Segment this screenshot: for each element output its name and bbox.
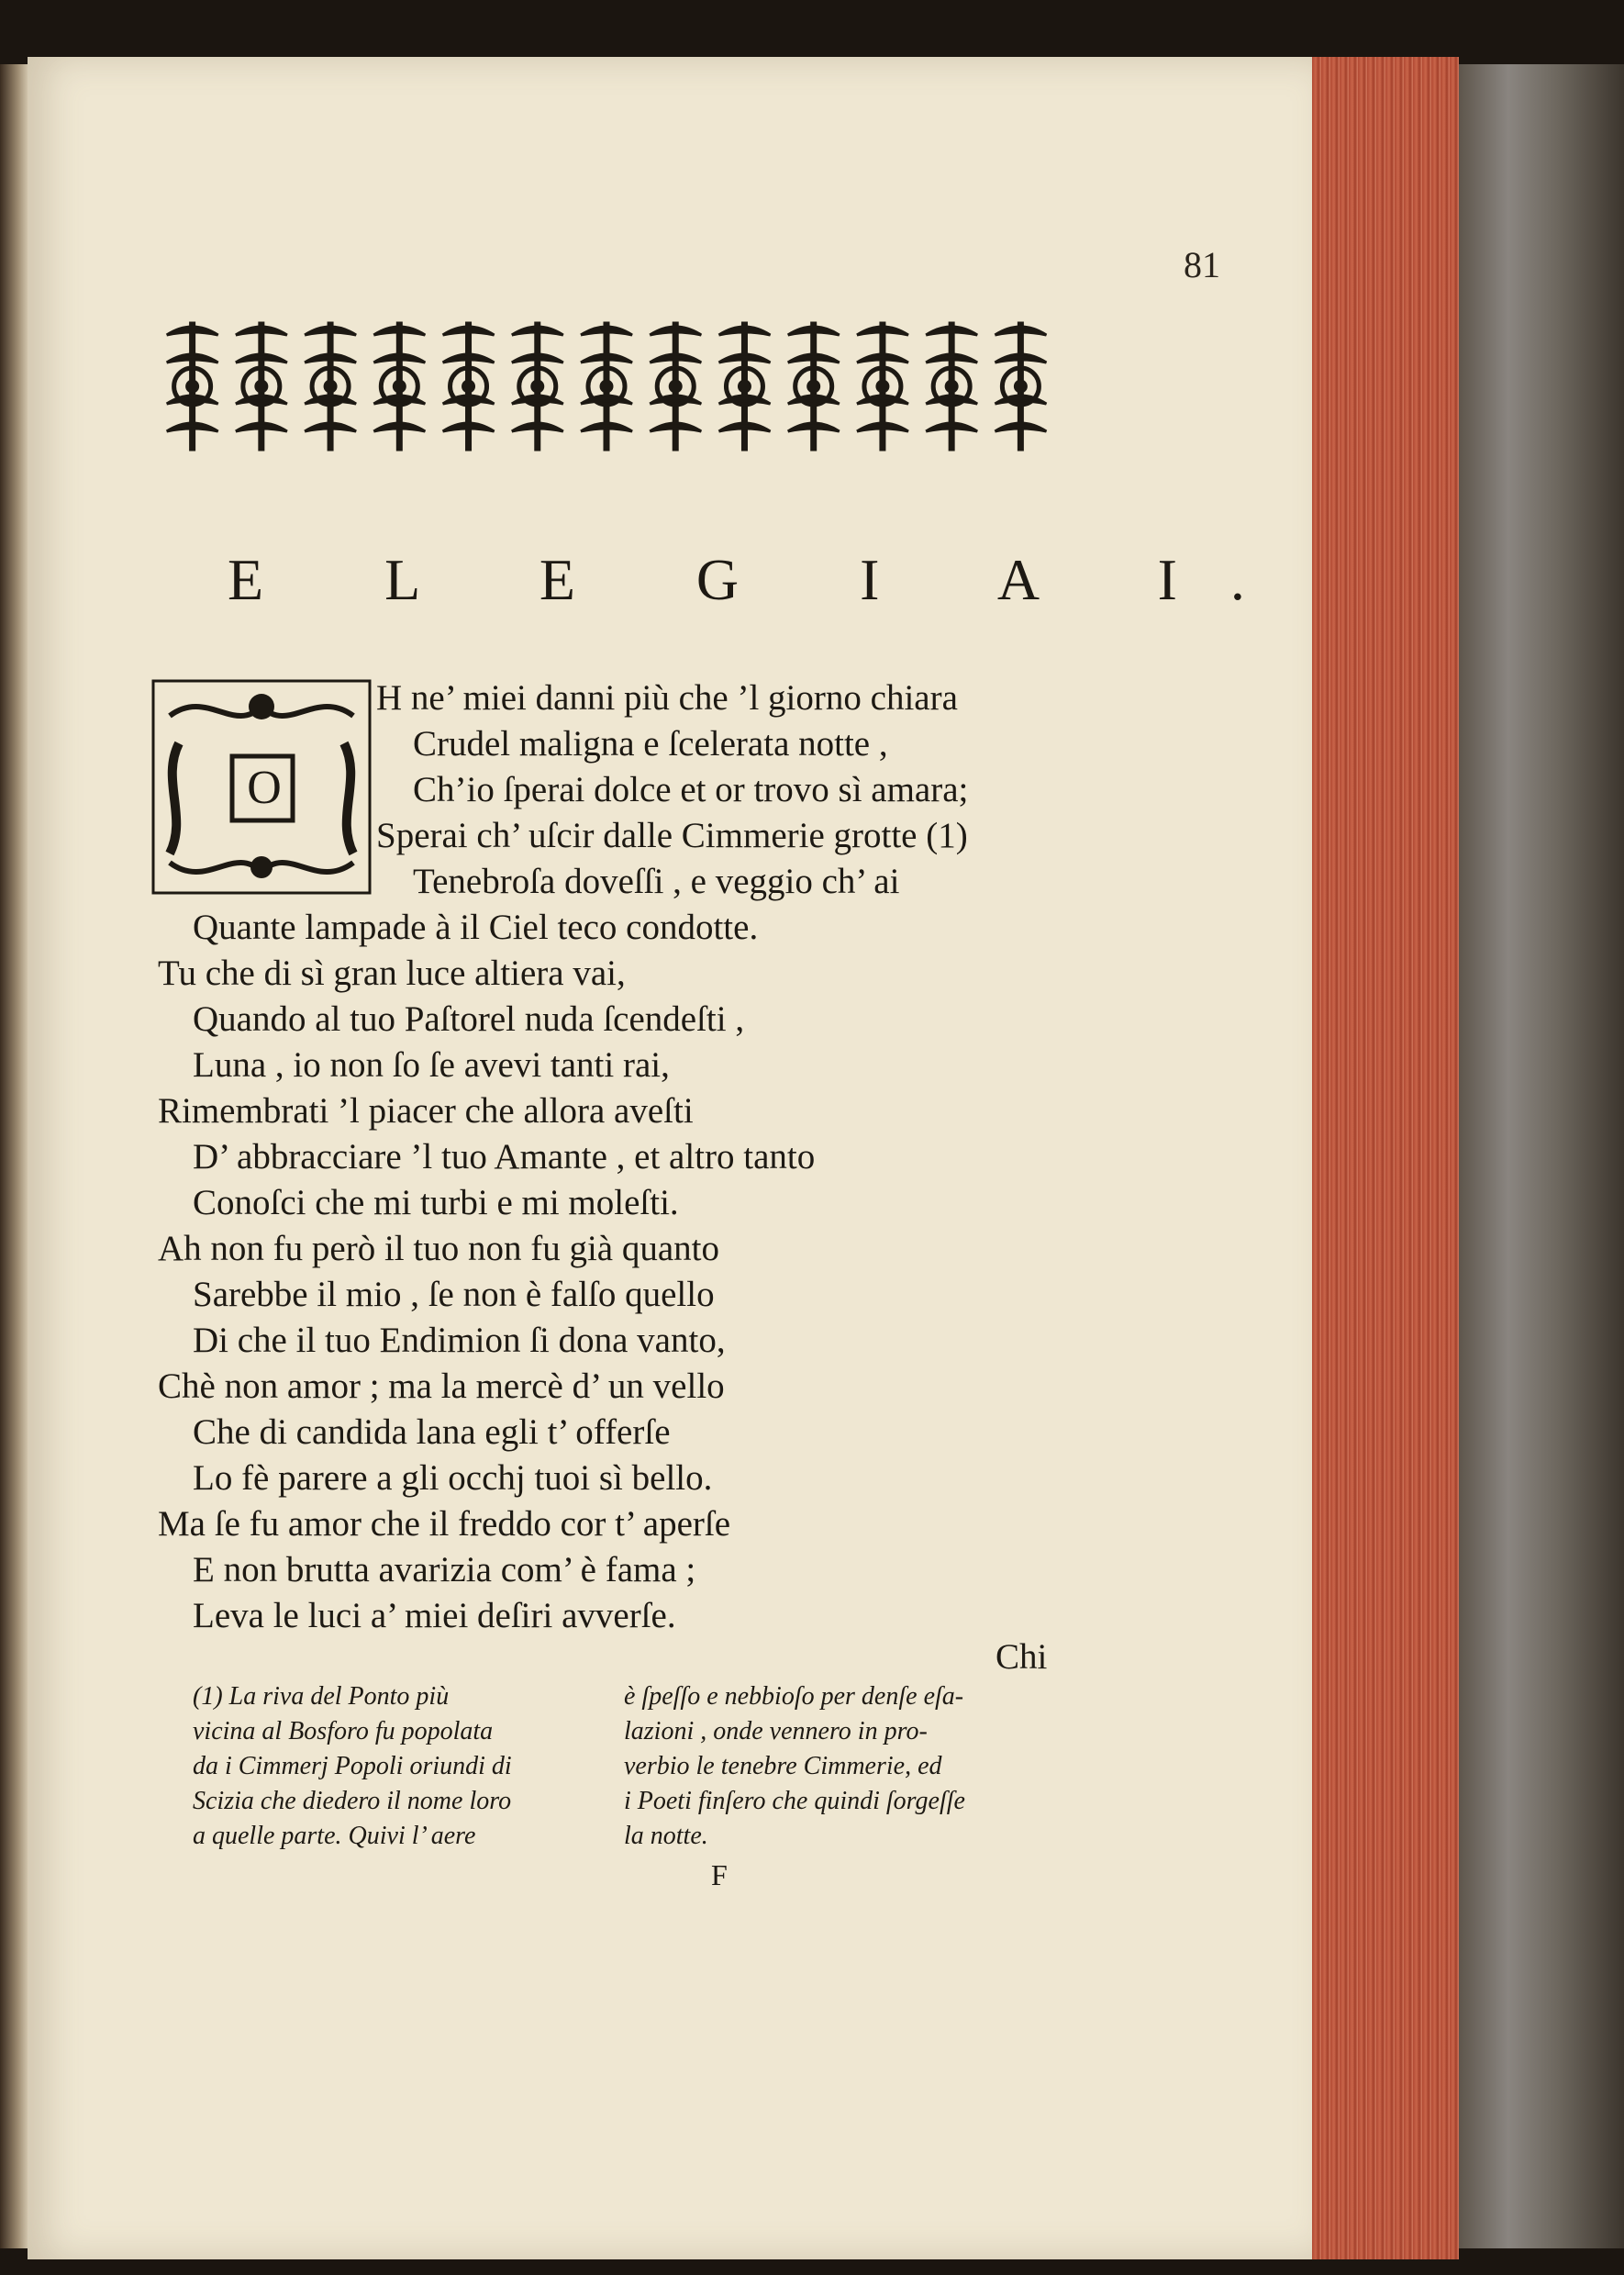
footnote-line: (1) La riva del Ponto più [193, 1682, 450, 1711]
ornament-unit-icon [788, 322, 840, 451]
poem-line: Che di candida lana egli t’ offerſe [193, 1412, 671, 1452]
poem-line: D’ abbracciare ’l tuo Amante , et altro tanto [193, 1137, 816, 1177]
footnote-line: vicina al Bosforo fu popolata [193, 1717, 494, 1745]
ornament-svg [158, 317, 1055, 456]
poem-line: E non brutta avarizia com’ è fama ; [193, 1550, 696, 1589]
poem-line: Quando al tuo Paſtorel nuda ſcendeſti , [193, 999, 745, 1039]
footnote-column-right [624, 1679, 1055, 1854]
page-edges-red [1312, 57, 1459, 2259]
page-number: 81 [1184, 244, 1220, 285]
poem-line: Tenebroſa doveſſi , e veggio ch’ ai [413, 862, 900, 901]
signature-mark: F [711, 1858, 728, 1891]
poem-line: Quante lampade à il Ciel teco condotte. [193, 908, 759, 947]
poem-line: H ne’ miei danni più che ’l giorno chiara [376, 678, 958, 718]
poem-line: Sperai ch’ uſcir dalle Cimmerie grotte (1) [376, 816, 968, 855]
footnote-line: da i Cimmerj Popoli oriundi di [193, 1752, 512, 1780]
footnote-line: è ſpeſſo e nebbioſo per denſe eſa- [624, 1682, 964, 1711]
ornament-unit-icon [718, 322, 770, 451]
footnote-line: verbio le tenebre Cimmerie, ed [624, 1752, 942, 1780]
ornament-unit-icon [236, 322, 287, 451]
footnote-line: lazioni , onde vennero in pro- [624, 1717, 928, 1745]
poem-line: Lo fè parere a gli occhj tuoi sì bello. [193, 1458, 713, 1498]
poem-line: Rimembrati ’l piacer che allora aveſti [158, 1091, 694, 1131]
catchword: Chi [996, 1637, 1048, 1677]
ornament-unit-icon [167, 322, 218, 451]
poem-line: Conoſci che mi turbi e mi moleſti. [193, 1183, 679, 1222]
poem-line: Ma ſe fu amor che il freddo cor t’ aperſe [158, 1504, 731, 1544]
poem-line: Ah non fu però il tuo non fu già quanto [158, 1229, 719, 1268]
ornament-unit-icon [581, 322, 632, 451]
poem-line: Tu che di sì gran luce altiera vai, [158, 953, 626, 993]
ornamental-headpiece [158, 317, 1055, 456]
footnote-column-left [193, 1679, 624, 1854]
decorated-initial [151, 679, 372, 895]
ornament-unit-icon [443, 322, 495, 451]
ornament-unit-icon [926, 322, 977, 451]
ornament-unit-icon [512, 322, 563, 451]
poem-line: Ch’io ſperai dolce et or trovo sì amara; [413, 770, 969, 809]
poem-line: Luna , io non ſo ſe avevi tanti rai, [193, 1045, 670, 1085]
footnote-line: Scizia che diedero il nome loro [193, 1787, 512, 1815]
book-cover [1459, 64, 1624, 2248]
footnote-line: i Poeti finſero che quindi ſorgeſſe [624, 1787, 965, 1815]
poem-line: Chè non amor ; ma la mercè d’ un vello [158, 1366, 725, 1406]
left-page-edge [0, 64, 29, 2248]
ornament-unit-icon [650, 322, 701, 451]
footnote-line: la notte. [624, 1822, 708, 1850]
footnote-line: a quelle parte. Quivi l’ aere [193, 1822, 476, 1850]
ornament-unit-icon [373, 322, 425, 451]
page-title: E L E G I A I. [228, 547, 1298, 612]
ornament-unit-icon [305, 322, 356, 451]
poem-line: Di che il tuo Endimion ſi dona vanto, [193, 1321, 726, 1360]
poem-line: Leva le luci a’ miei deſiri avverſe. [193, 1596, 676, 1635]
poem-line: Sarebbe il mio , ſe non è falſo quello [193, 1275, 715, 1314]
ornament-unit-icon [995, 322, 1046, 451]
initial-letter: O [247, 762, 282, 814]
poem-line: Crudel maligna e ſcelerata notte , [413, 724, 888, 764]
ornament-unit-icon [857, 322, 908, 451]
